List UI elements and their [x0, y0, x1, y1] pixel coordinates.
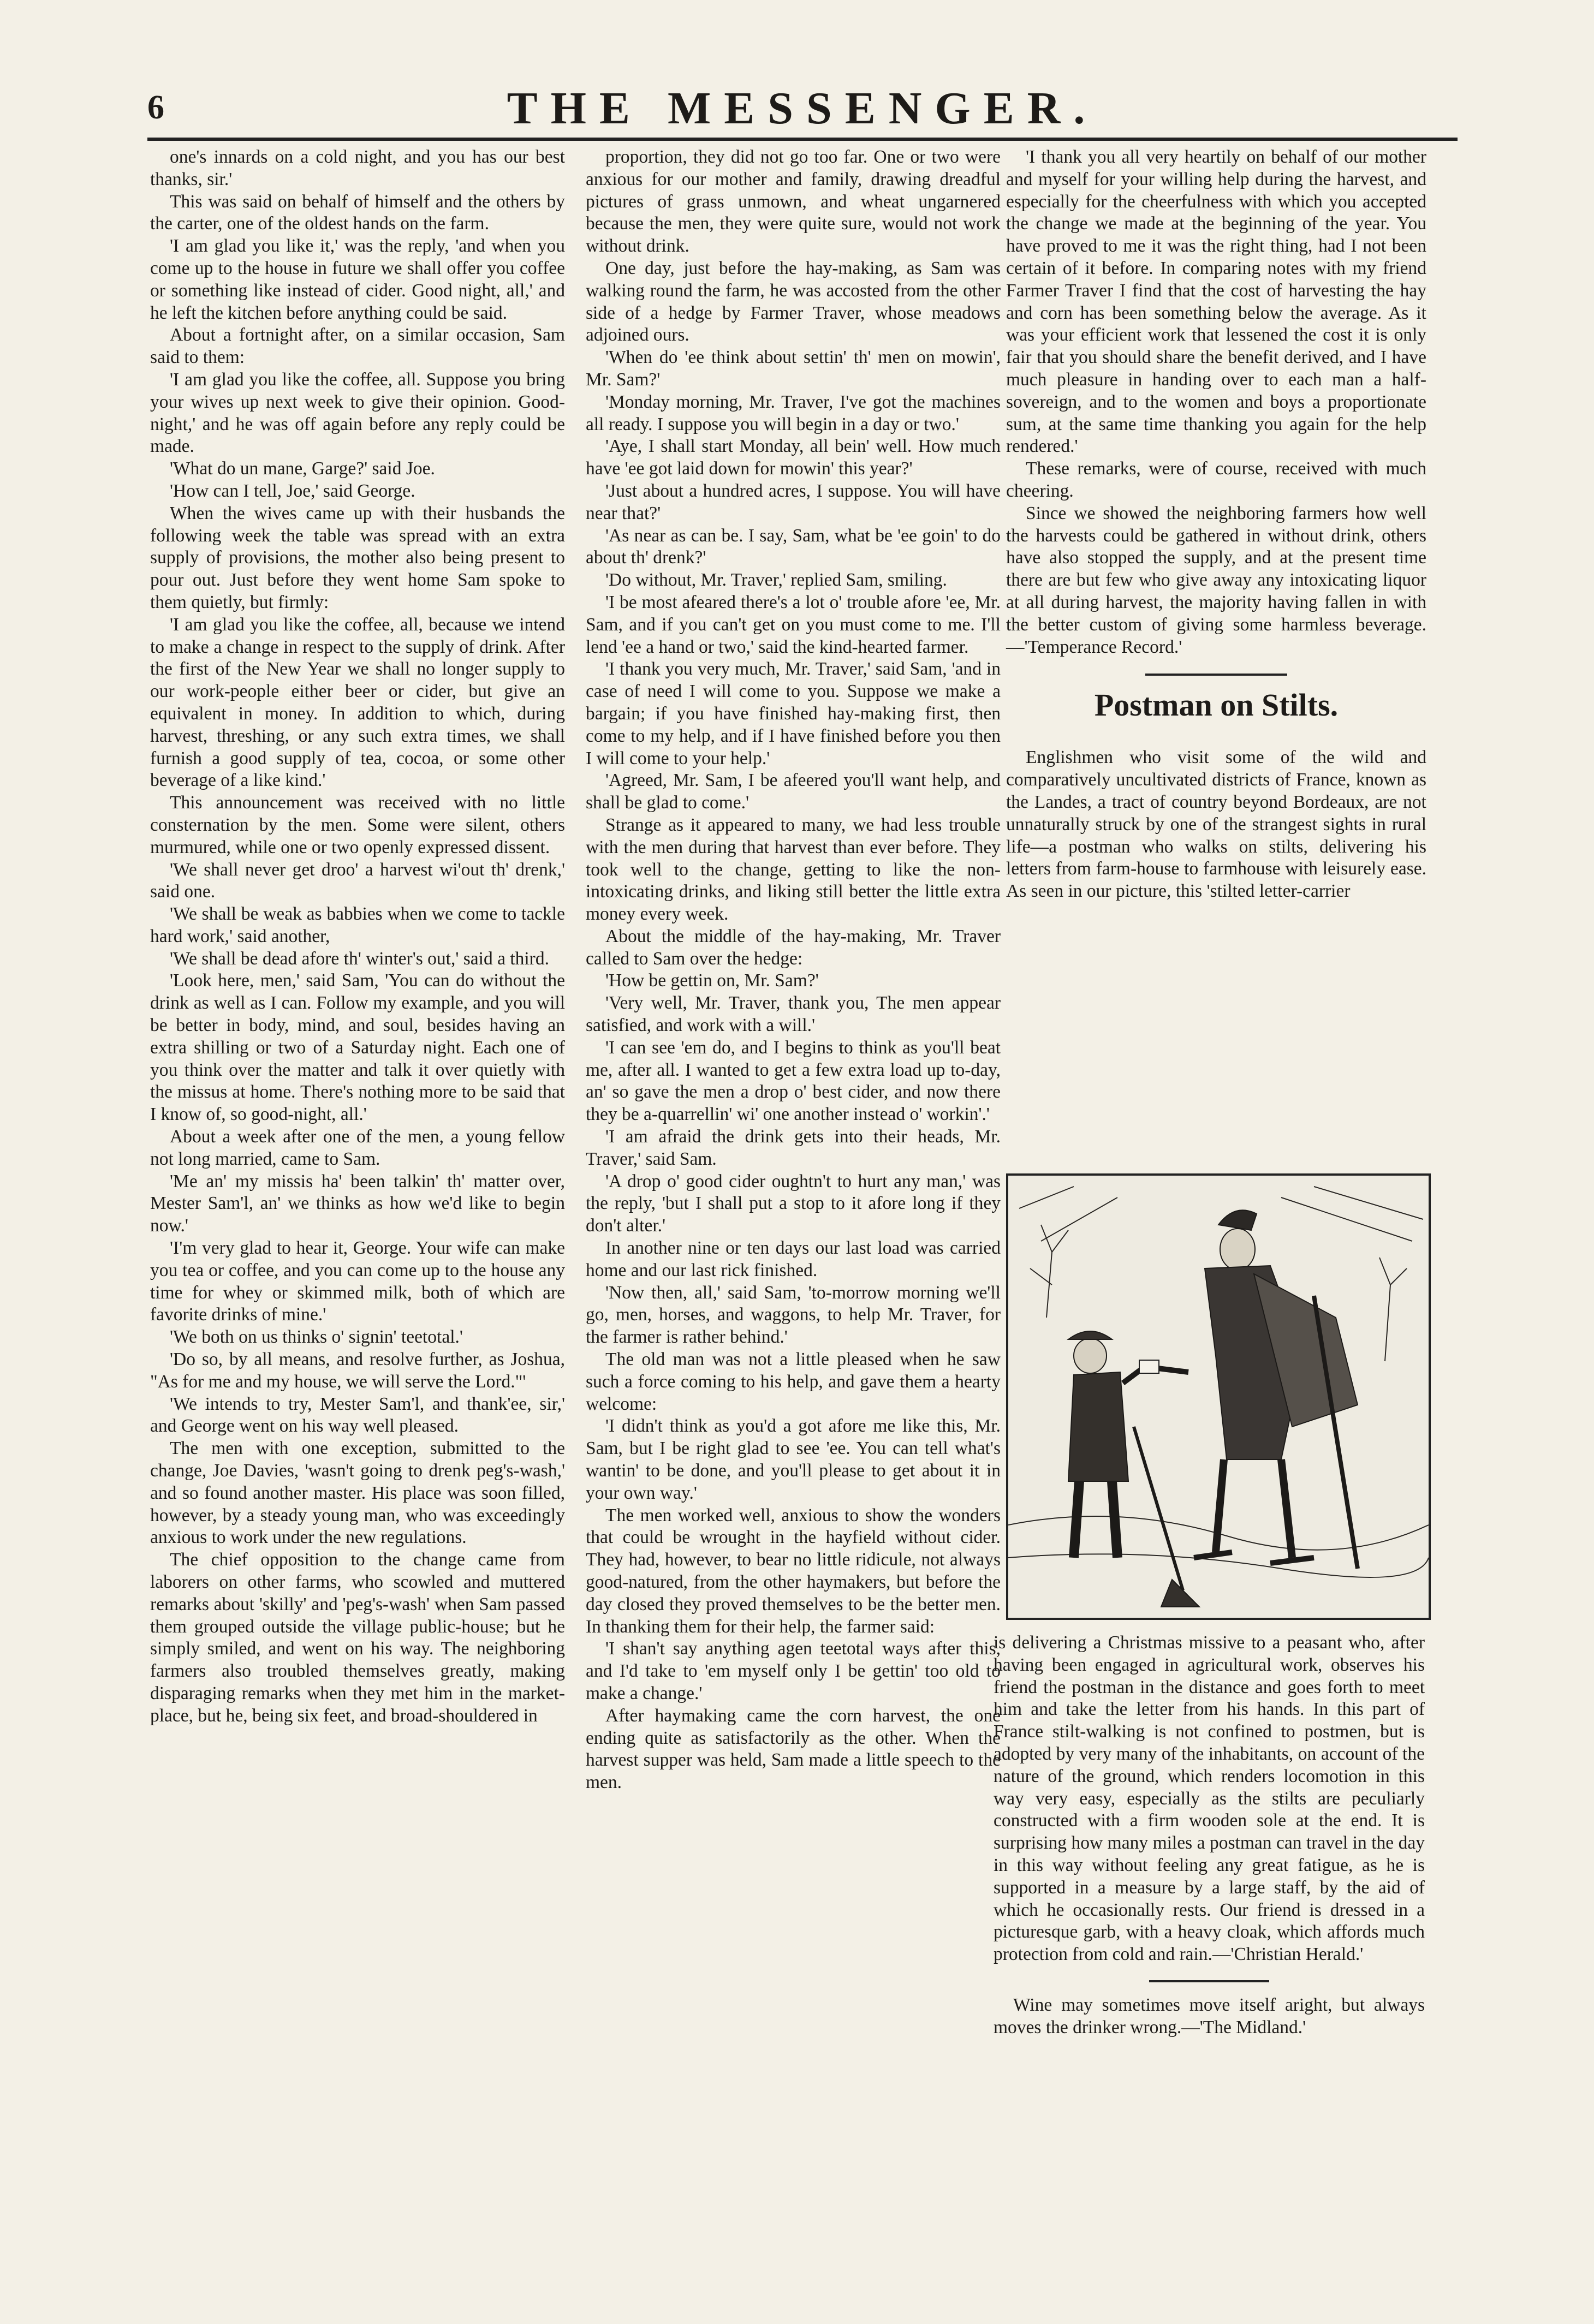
masthead-title: THE MESSENGER. [507, 83, 1098, 134]
paragraph: 'I am glad you like the coffee, all. Suppose you bring your wives up next week to give their opinion. Good-night,' and he was off again before any reply could be made. [150, 369, 565, 457]
column-1 [150, 146, 565, 2286]
paragraph: The men worked well, anxious to show the wonders that could be wrought in the hayfield without cider. They had, however, to bear no little ridicule, not always good-natured, from the other haymakers, but before the day closed they proved themselves to be the better men. In thanking them for their help, the farmer said: [586, 1505, 1001, 1637]
paragraph: The chief opposition to the change came from laborers on other farms, who scowled and muttered remarks about 'skilly' and 'peg's-wash' when Sam passed them grouped outside the village public-house; but he simply smiled, and went on his way. The neighboring farmers also troubled themselves greatly, making disparaging remarks when they met him in the market-place, but he, being six feet, and broad-shouldered in [150, 1550, 565, 1726]
header-rule [147, 138, 1458, 141]
column-3-top [1006, 146, 1426, 902]
paragraph: One day, just before the hay-making, as Sam was walking round the farm, he was accosted from the other side of a hedge by Farmer Traver, whose meadows adjoined ours. [586, 258, 1001, 345]
paragraph: 'Monday morning, Mr. Traver, I've got the machines all ready. I suppose you will begin in a day or two.' [586, 391, 1001, 434]
paragraph: Since we showed the neighboring farmers how well the harvests could be gathered in without drink, others have also stopped the supply, and at the present time there are but few who give away any intoxicating liquor at all during harvest, the majority having fallen in with the better custom of giving some harmless beverage.—'Temperance Record.' [1006, 503, 1426, 657]
paragraph: 'I can see 'em do, and I begins to think as you'll beat me, after all. I wanted to get a few extra load up to-day, an' so gave the men a drop o' best cider, and now there they be a-quarrellin' wi' one another instead o' workin'.' [586, 1037, 1001, 1125]
paragraph: These remarks, were of course, received with much cheering. [1006, 458, 1426, 501]
paragraph: 'I am glad you like the coffee, all, because we intend to make a change in respect to the supply of drink. After the first of the New Year we shall no longer supply to our work-people either beer or cider, but give an equivalent in money. In addition to which, during harvest, threshing, or any such extra times, we shall furnish a good supply of tea, cocoa, or some other beverage of a like kind.' [150, 614, 565, 791]
paragraph: In another nine or ten days our last load was carried home and our last rick finished. [586, 1238, 1001, 1280]
paragraph: 'How can I tell, Joe,' said George. [170, 480, 415, 501]
paragraph: When the wives came up with their husbands the following week the table was spread with an extra supply of provisions, the mother also being present to pour out. Just before they went home Sam spoke to them quietly, but firmly: [150, 503, 565, 612]
paragraph: The men with one exception, submitted to the change, Joe Davies, 'wasn't going to drenk peg's-wash,' and so found another master. His place was soon filled, however, by a steady young man, who was exceedingly anxious to work under the new regulations. [150, 1438, 565, 1548]
article-continued: is delivering a Christmas missive to a peasant who, after having been engaged in agricultural work, observes his friend the postman in the distance and goes forth to meet him and take the letter from his hands. In this part of France stilt-walking is not confined to postmen, but is adopted by very many of the inhabitants, on account of the nature of the ground, which renders locomotion in this way very easy, especially as the stilts are peculiarly constructed with a firm wooden sole at the end. It is surprising how many miles a postman can travel in the day in this way without feeling any great fatigue, as he is supported in a measure by a large staff, by the aid of which he occasionally rests. Our friend is dressed in a picturesque garb, with a heavy cloak, which affords much protection from cold and rain.—'Christian Herald.' [994, 1632, 1425, 1965]
paragraph: 'Do without, Mr. Traver,' replied Sam, smiling. [605, 570, 947, 591]
article-intro: Englishmen who visit some of the wild and comparatively uncultivated districts of France, known as the Landes, a tract of country beyond Bordeaux, are not unnaturally struck by one of the strangest sights in rural life—a postman who walks on stilts, delivering his letters from farm-house to farmhouse with leisurely ease. As seen in our picture, this 'stilted letter-carrier [1006, 747, 1426, 902]
paragraph: Strange as it appeared to many, we had less trouble with the men during that harvest than ever before. They took well to the change, getting to like the non-intoxicating drinks, and liking still better the little extra money every week. [586, 814, 1001, 925]
paragraph: 'We both on us thinks o' signin' teetotal.' [170, 1327, 463, 1348]
column-3-bottom [994, 1632, 1425, 2232]
paragraph: 'Now then, all,' said Sam, 'to-morrow morning we'll go, men, horses, and waggons, to help Mr. Traver, for the farmer is rather behind.' [586, 1282, 1001, 1348]
paragraph: 'What do un mane, Garge?' said Joe. [170, 458, 435, 479]
postman-on-stilts-illustration [1006, 1173, 1431, 1620]
paragraph: About a week after one of the men, a young fellow not long married, came to Sam. [150, 1127, 565, 1169]
paragraph: 'Do so, by all means, and resolve further, as Joshua, "As for me and my house, we will serve the Lord."' [150, 1349, 565, 1392]
story-ending [1006, 146, 1426, 658]
paragraph: 'Just about a hundred acres, I suppose. You will have near that?' [586, 480, 1001, 523]
paragraph: 'We intends to try, Mester Sam'l, and thank'ee, sir,' and George went on his way well pleased. [150, 1393, 565, 1437]
paragraph: About a fortnight after, on a similar occasion, Sam said to them: [150, 325, 565, 368]
paragraph: 'How be gettin on, Mr. Sam?' [605, 970, 819, 991]
paragraph: 'I am glad you like it,' was the reply, 'and when you come up to the house in future we shall offer you coffee or something like instead of cider. Good night, all,' and he left the kitchen before anything could be said. [150, 236, 565, 323]
paragraph: This was said on behalf of himself and the others by the carter, one of the oldest hands on the farm. [150, 191, 565, 234]
paragraph: 'Look here, men,' said Sam, 'You can do without the drink as well as I can. Follow my example, and you will be better in body, mind, and soul, besides having an extra shilling or two of a Saturday night. Each one of you think over the matter and talk it over quietly with the missus at home. There's nothing more to be said that I know of, so good-night, all.' [150, 970, 565, 1125]
paragraph: 'I thank you all very heartily on behalf of our mother and myself for your willing help during the harvest, and especially for the cheerfulness with which you accepted the change we made at the beginning of the year. You have proved to me it was the right thing, had I not been certain of it before. In comparing notes with my friend Farmer Traver I find that the cost of harvesting the hay and corn has been something below the average. As it was your efficient work that lessened the cost it is only fair that you should share the benefit derived, and I have much pleasure in handing over to each man a half-sovereign, and to the women and boys a proportionate sum, at the same time thanking you again for the help rendered.' [1006, 147, 1426, 457]
paragraph: proportion, they did not go too far. One or two were anxious for our mother and family, drawing dreadful pictures of grass unmown, and wheat ungarnered because the men, they were quite sure, would not work without drink. [586, 147, 1001, 257]
paragraph: About the middle of the hay-making, Mr. Traver called to Sam over the hedge: [586, 926, 1001, 969]
paragraph: The old man was not a little pleased when he saw such a force coming to his help, and gave them a hearty welcome: [586, 1349, 1001, 1414]
paragraph: 'I didn't think as you'd a got afore me like this, Mr. Sam, but I be right glad to see 'ee. You can tell what's wantin' to be done, and you'll please to get about it in your own way.' [586, 1416, 1001, 1503]
paragraph: 'We shall be dead afore th' winter's out,' said a third. [170, 948, 549, 969]
paragraph: 'Me an' my missis ha' been talkin' th' matter over, Mester Sam'l, an' we thinks as how we'd like to begin now.' [150, 1171, 565, 1236]
paragraph: After haymaking came the corn harvest, the one ending quite as satisfactorily as the other. When the harvest supper was held, Sam made a little speech to the men. [586, 1705, 1001, 1793]
paragraph: This announcement was received with no little consternation by the men. Some were silent, others murmured, while one or two openly expressed dissent. [150, 792, 565, 857]
article-title: Postman on Stilts. [1094, 687, 1339, 723]
page-number: 6 [147, 89, 164, 126]
paragraph: 'I thank you very much, Mr. Traver,' said Sam, 'and in case of need I will come to you. Suppose we make a bargain; if you have finished hay-making first, then come to my help, and if I have finished before you then I will come to your help.' [586, 659, 1001, 768]
paragraph: 'I shan't say anything agen teetotal ways after this, and I'd take to 'em myself only I be gettin' too old to make a change.' [586, 1638, 1001, 1703]
paragraph: 'I be most afeared there's a lot o' trouble afore 'ee, Mr. Sam, and if you can't get on you must come to me. I'll lend 'ee a hand or two,' said the kind-hearted farmer. [586, 592, 1001, 657]
paragraph: 'When do 'ee think about settin' th' men on mowin', Mr. Sam?' [586, 347, 1001, 390]
page-header [147, 82, 1458, 142]
paragraph: 'Aye, I shall start Monday, all bein' well. How much have 'ee got laid down for mowin' this year?' [586, 436, 1001, 479]
paragraph: one's innards on a cold night, and you has our best thanks, sir.' [150, 147, 565, 189]
paragraph: 'A drop o' good cider oughtn't to hurt any man,' was the reply, 'but I shall put a stop to it afore long if they don't alter.' [586, 1171, 1001, 1236]
section-divider [1145, 674, 1287, 676]
paragraph: 'I am afraid the drink gets into their heads, Mr. Traver,' said Sam. [586, 1127, 1001, 1169]
paragraph: 'Agreed, Mr. Sam, I be afeered you'll want help, and shall be glad to come.' [586, 770, 1001, 813]
paragraph: 'Very well, Mr. Traver, thank you, The men appear satisfied, and work with a will.' [586, 993, 1001, 1036]
paragraph: 'We shall be weak as babbies when we come to tackle hard work,' said another, [150, 904, 565, 946]
paragraph: 'I'm very glad to hear it, George. Your wife can make you tea or coffee, and you can come up to the house any time for whey or skimmed milk, both of which are favorite drinks of mine.' [150, 1238, 565, 1325]
paragraph: 'We shall never get droo' a harvest wi'out th' drenk,' said one. [150, 859, 565, 902]
paragraph: 'As near as can be. I say, Sam, what be 'ee goin' to do about th' drenk?' [586, 525, 1001, 568]
filler-item: Wine may sometimes move itself aright, but always moves the drinker wrong.—'The Midland.' [994, 1994, 1425, 2037]
column-2 [586, 146, 1001, 2302]
filler-divider [1149, 1980, 1269, 1982]
